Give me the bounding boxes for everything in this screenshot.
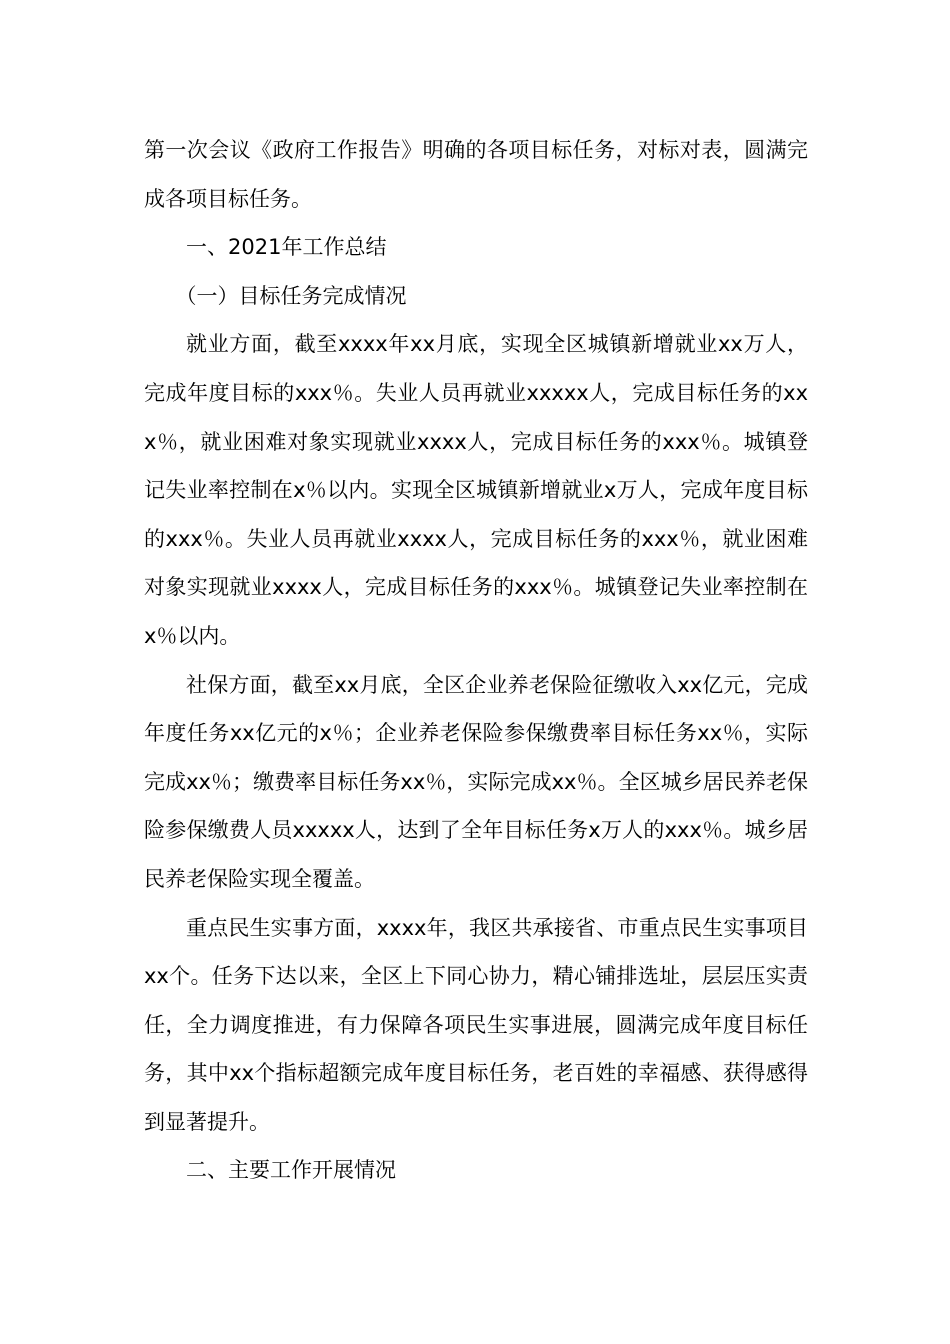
paragraph-livelihood-projects: 重点民生实事方面，xxxx年，我区共承接省、市重点民生实事项目xx个。任务下达以来，全区上下同心协力，精心铺排选址，层层压实责任，全力调度推进，有力保障各项民生实事进展，圆满完成年度目标任务，其中xx个指标超额完成年度目标任务，老百姓的幸福感、获得感得到显著提升。 [144, 915, 808, 1134]
paragraph-social-security: 社保方面，截至xx月底，全区企业养老保险征缴收入xx亿元，完成年度任务xx亿元的x％；企业养老保险参保缴费率目标任务xx％，实际完成xx％；缴费率目标任务xx％，实际完成xx％。全区城乡居民养老保险参保缴费人员xxxxx人，达到了全年目标任务x万人的xxx％。城乡居民养老保险实现全覆盖。 [144, 672, 808, 891]
section-heading-1: 一、2021年工作总结 [186, 235, 387, 260]
subsection-heading-1: （一）目标任务完成情况 [175, 283, 407, 308]
section-heading-2: 二、主要工作开展情况 [186, 1158, 396, 1183]
paragraph-continuation: 第一次会议《政府工作报告》明确的各项目标任务，对标对表，圆满完成各项目标任务。 [144, 138, 808, 211]
document-body [144, 126, 808, 1195]
paragraph-employment: 就业方面，截至xxxx年xx月底，实现全区城镇新增就业xx万人，完成年度目标的xxx％。失业人员再就业xxxxx人，完成目标任务的xxx％，就业困难对象实现就业xxxx人，完成目标任务的xxx％。城镇登记失业率控制在x％以内。实现全区城镇新增就业x万人，完成年度目标的xxx％。失业人员再就业xxxx人，完成目标任务的xxx％，就业困难对象实现就业xxxx人，完成目标任务的xxx％。城镇登记失业率控制在x％以内。 [144, 332, 808, 648]
